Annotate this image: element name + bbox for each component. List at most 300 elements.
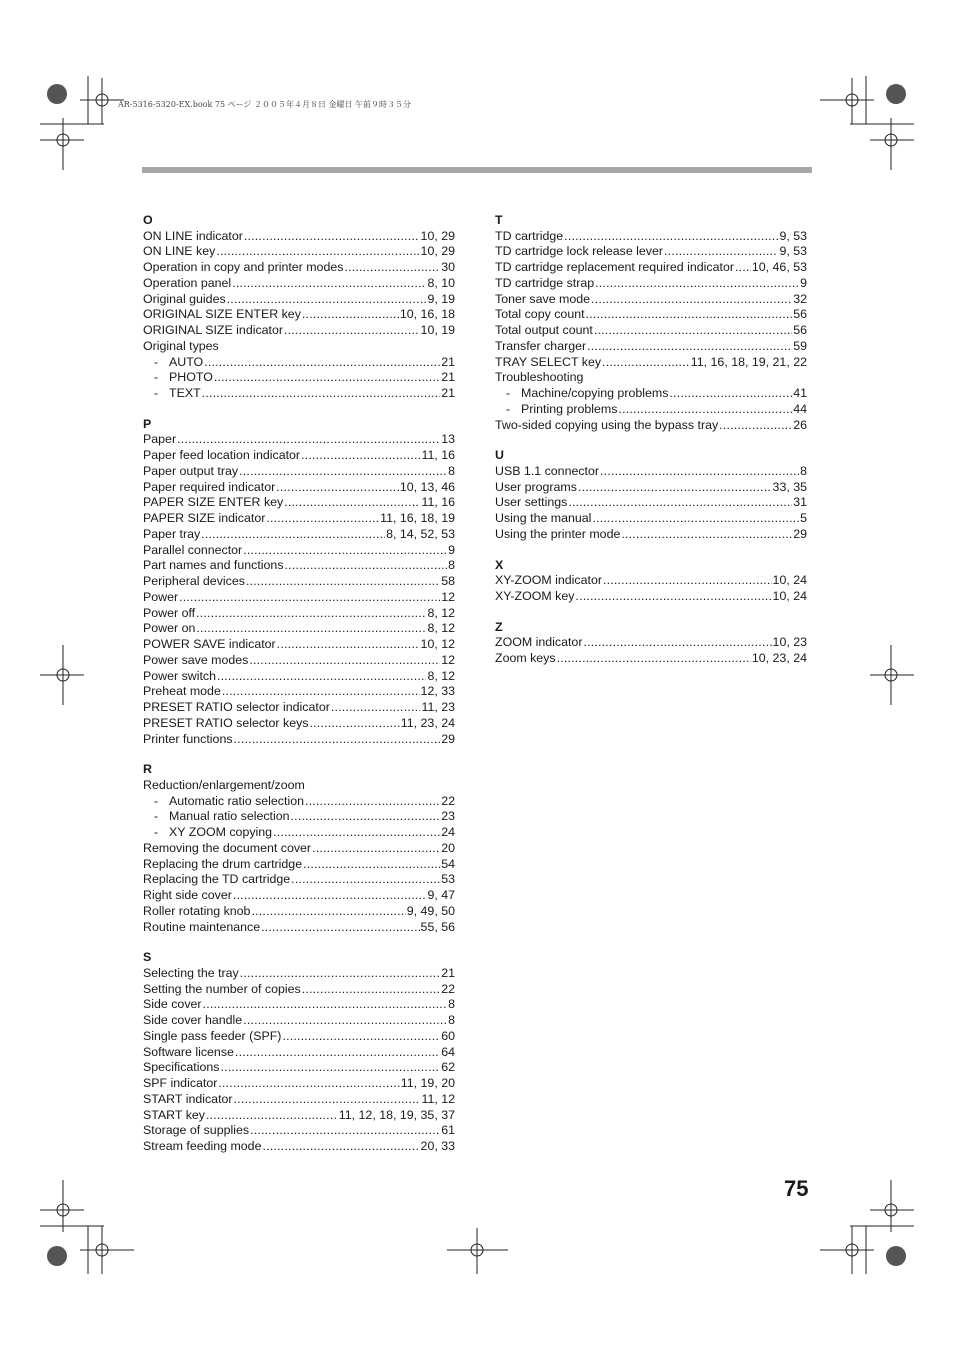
entry-text: ORIGINAL SIZE indicator (143, 323, 284, 337)
leader-dots (291, 809, 441, 825)
entry-pages: 23 (441, 809, 455, 824)
entry-label (143, 1108, 205, 1124)
index-entry (143, 669, 455, 685)
index-entry (495, 495, 807, 511)
entry-label (495, 464, 599, 480)
entry-text: Manual ratio selection (169, 809, 290, 824)
leader-dots (201, 527, 385, 543)
entry-pages: 11, 23 (421, 700, 455, 714)
entry-label (143, 669, 216, 685)
entry-text: USB 1.1 connector (495, 463, 600, 478)
index-entry (143, 323, 455, 339)
entry-text: Replacing the drum cartridge (143, 856, 303, 871)
leader-dots (595, 276, 799, 292)
entry-label (143, 495, 283, 511)
index-section-t (495, 212, 807, 433)
entry-text: User programs (495, 479, 577, 494)
index-entry (143, 778, 455, 794)
entry-label (143, 982, 301, 998)
index-entry (143, 1013, 455, 1029)
entry-text: Paper (143, 432, 177, 447)
index-entry (495, 651, 807, 667)
index-entry (143, 260, 455, 276)
entry-pages: 10, 19 (420, 323, 455, 337)
entry-text: Routine maintenance (143, 919, 261, 934)
entry-label (143, 857, 302, 873)
entry-pages: 10, 29 (420, 228, 455, 243)
entry-text: Total copy count (495, 307, 585, 322)
entry-text: Preheat mode (143, 684, 221, 699)
index-section-s (143, 949, 455, 1155)
entry-label (495, 323, 593, 339)
index-entry (143, 684, 455, 700)
leader-dots (664, 244, 778, 260)
entry-label (143, 1029, 281, 1045)
index-entry (143, 904, 455, 920)
leader-dots (312, 841, 440, 857)
index-entry (495, 527, 807, 543)
entry-label: - Machine/copying problems (506, 386, 669, 400)
entry-text: Peripheral devices (143, 574, 245, 588)
leader-dots (301, 448, 420, 464)
leader-dots (578, 480, 772, 496)
entry-pages: 58 (441, 574, 455, 588)
entry-pages: 8 (800, 463, 807, 478)
leader-dots (291, 872, 440, 888)
leader-dots (592, 511, 799, 527)
index-entry (143, 590, 455, 606)
index-section-x (495, 557, 807, 605)
entry-pages: 22 (441, 981, 455, 996)
index-entry (495, 307, 807, 323)
entry-label (495, 260, 734, 276)
leader-dots (202, 386, 441, 402)
entry-label (143, 1123, 249, 1139)
entry-text: PAPER SIZE indicator (143, 511, 266, 525)
index-entry (495, 355, 807, 371)
leader-dots (251, 904, 405, 920)
leader-dots (266, 511, 379, 527)
index-entry (143, 495, 455, 511)
entry-label (143, 732, 233, 748)
entry-pages: 56 (793, 323, 807, 337)
entry-text: Storage of supplies (143, 1123, 250, 1138)
entry-text: Power (143, 589, 179, 604)
entry-pages: 11, 12 (421, 1091, 455, 1106)
entry-text: Paper tray (143, 526, 201, 541)
leader-dots (285, 558, 448, 574)
entry-pages: 12 (441, 652, 455, 667)
index-entry (143, 966, 455, 982)
leader-dots (250, 1123, 440, 1139)
index-entry (495, 292, 807, 308)
entry-pages: 11, 19, 20 (400, 1076, 455, 1090)
entry-label (495, 527, 620, 543)
leader-dots (261, 920, 419, 936)
entry-text: Reduction/enlargement/zoom (143, 777, 305, 792)
index-entry (495, 402, 807, 418)
entry-text: Power on (143, 621, 196, 636)
leader-dots (277, 637, 420, 653)
entry-text: Specifications (143, 1060, 220, 1075)
entry-text: Stream feeding mode (143, 1139, 262, 1153)
entry-text: Power switch (143, 668, 216, 683)
entry-text: Using the manual (495, 511, 592, 525)
index-entry (143, 511, 455, 527)
entry-label (143, 339, 219, 355)
entry-label: - Printing problems (506, 401, 618, 416)
entry-label (143, 1092, 233, 1108)
entry-label (143, 464, 238, 480)
entry-text: Printer functions (143, 731, 233, 746)
entry-label: - Manual ratio selection (154, 809, 290, 824)
index-entry (143, 1060, 455, 1076)
leader-dots (735, 260, 751, 276)
index-entry (495, 511, 807, 527)
entry-pages: 11, 12, 18, 19, 35, 37 (338, 1107, 455, 1122)
entry-label (143, 716, 308, 732)
index-entry (495, 573, 807, 589)
entry-pages: 8, 10 (427, 275, 455, 290)
section-letter: X (495, 557, 504, 572)
leader-dots (239, 464, 447, 480)
leader-dots (603, 573, 772, 589)
entry-text: XY ZOOM copying (169, 825, 273, 839)
entry-pages: 8 (448, 558, 455, 573)
entry-text: Replacing the TD cartridge (143, 872, 291, 887)
entry-label (143, 621, 195, 637)
leader-dots (564, 229, 778, 245)
entry-pages: 44 (793, 401, 807, 416)
leader-dots (594, 323, 792, 339)
leader-dots (568, 495, 792, 511)
entry-pages: 22 (441, 793, 455, 808)
index-entry (143, 527, 455, 543)
leader-dots (179, 590, 440, 606)
entry-text: PRESET RATIO selector keys (143, 715, 309, 730)
entry-text: ORIGINAL SIZE ENTER key (143, 307, 301, 322)
entry-text: START key (143, 1107, 205, 1122)
index-section-u (495, 447, 807, 542)
leader-dots (309, 716, 399, 732)
entry-label (143, 904, 250, 920)
index-column-right (495, 212, 807, 681)
entry-label (143, 276, 231, 292)
leader-dots (305, 794, 440, 810)
entry-label: - AUTO (154, 354, 204, 369)
index-entry (143, 339, 455, 355)
entry-pages: 56 (793, 307, 807, 322)
entry-text: SPF indicator (143, 1076, 218, 1090)
entry-label (143, 872, 290, 888)
leader-dots (618, 402, 792, 418)
index-entry (495, 229, 807, 245)
entry-label (143, 1060, 219, 1076)
leader-dots (602, 355, 690, 371)
entry-pages: 10, 23, 24 (751, 650, 807, 665)
entry-text: START indicator (143, 1091, 233, 1106)
index-entry (143, 1076, 455, 1092)
entry-pages: 12, 33 (420, 684, 455, 699)
index-entry (143, 841, 455, 857)
index-entry (143, 794, 455, 810)
leader-dots (234, 732, 441, 748)
index-entry (143, 574, 455, 590)
entry-text: TEXT (169, 386, 201, 400)
entry-text: Toner save mode (495, 291, 591, 306)
entry-label (143, 244, 215, 260)
entry-label (143, 432, 176, 448)
entry-pages: 33, 35 (772, 479, 807, 494)
entry-label (143, 920, 260, 936)
entry-pages: 10, 24 (772, 573, 807, 587)
entry-pages: 21 (441, 386, 455, 400)
index-entry (143, 809, 455, 825)
entry-text: Removing the document cover (143, 840, 312, 855)
leader-dots (303, 857, 440, 873)
entry-text: Power save modes (143, 652, 249, 667)
entry-label (143, 778, 305, 794)
entry-pages: 62 (441, 1060, 455, 1075)
entry-text: ON LINE key (143, 244, 216, 259)
leader-dots (583, 635, 771, 651)
index-section-o (143, 212, 455, 402)
entry-text: TD cartridge strap (495, 275, 595, 290)
index-entry (495, 418, 807, 434)
index-entry (143, 700, 455, 716)
entry-pages: 54 (441, 856, 455, 871)
entry-text: Power off (143, 605, 196, 620)
leader-dots (243, 543, 447, 559)
index-entry (143, 825, 455, 841)
index-section-p (143, 416, 455, 748)
leader-dots (243, 1013, 447, 1029)
index-entry (143, 448, 455, 464)
entry-pages: 11, 16 (421, 448, 455, 462)
entry-pages: 8 (448, 463, 455, 478)
index-entry (143, 1123, 455, 1139)
leader-dots (216, 244, 419, 260)
entry-label (143, 229, 243, 245)
entry-pages: 8, 12 (427, 605, 455, 620)
entry-pages: 26 (793, 417, 807, 432)
entry-text: AUTO (169, 354, 204, 369)
entry-text: XY-ZOOM key (495, 588, 575, 603)
entry-label (495, 307, 585, 323)
entry-label (143, 684, 221, 700)
entry-label (143, 653, 248, 669)
leader-dots (586, 307, 793, 323)
leader-dots (233, 888, 427, 904)
section-letter: U (495, 448, 504, 463)
entry-text: Side cover (143, 997, 202, 1012)
index-entry (143, 276, 455, 292)
index-entry (143, 872, 455, 888)
leader-dots (203, 997, 448, 1013)
page-number: 75 (784, 1176, 809, 1201)
index-entry (143, 464, 455, 480)
leader-dots (284, 323, 420, 339)
entry-label (143, 448, 300, 464)
entry-text: Software license (143, 1044, 234, 1059)
entry-text: Paper required indicator (143, 479, 276, 494)
entry-text: Total output count (495, 323, 593, 337)
entry-pages: 11, 23, 24 (400, 715, 455, 730)
index-entry (143, 292, 455, 308)
leader-dots (196, 621, 426, 637)
leader-dots (600, 464, 799, 480)
leader-dots (587, 339, 792, 355)
leader-dots (331, 700, 421, 716)
leader-dots (276, 480, 399, 496)
entry-label (495, 635, 582, 651)
entry-label (143, 1139, 261, 1155)
print-header: AR-5316-5320-EX.book 75 ページ ２００５年４月８日 金曜日 午前９時３５分 (118, 100, 412, 109)
entry-label (143, 1045, 234, 1061)
index-entry (143, 370, 455, 386)
entry-text: PAPER SIZE ENTER key (143, 495, 284, 510)
entry-text: XY-ZOOM indicator (495, 573, 602, 587)
entry-text: Paper output tray (143, 463, 239, 478)
index-entry (495, 635, 807, 651)
section-letter: O (143, 213, 153, 227)
entry-pages: 29 (793, 526, 807, 541)
entry-label (495, 418, 718, 434)
entry-label: - XY ZOOM copying (154, 825, 273, 839)
entry-text: PHOTO (169, 370, 213, 385)
entry-text: Selecting the tray (143, 965, 239, 980)
entry-label (495, 589, 574, 605)
leader-dots (227, 292, 427, 308)
entry-label (143, 637, 276, 653)
entry-text: Original guides (143, 291, 226, 306)
index-entry (495, 323, 807, 339)
entry-text: TD cartridge (495, 228, 564, 243)
index-entry (143, 1108, 455, 1124)
entry-text: Paper feed location indicator (143, 448, 301, 462)
entry-label (143, 511, 265, 527)
entry-text: Parallel connector (143, 542, 243, 557)
index-entry (495, 370, 807, 386)
leader-dots (557, 651, 751, 667)
entry-pages: 5 (800, 511, 807, 525)
entry-text: PRESET RATIO selector indicator (143, 700, 330, 714)
entry-text: Right side cover (143, 888, 232, 902)
index-entry (143, 543, 455, 559)
leader-dots (235, 1045, 440, 1061)
entry-pages: 9 (448, 542, 455, 557)
entry-pages: 31 (793, 495, 807, 510)
entry-pages: 9, 53 (779, 244, 807, 259)
leader-dots (591, 292, 792, 308)
entry-text: Machine/copying problems (521, 386, 669, 400)
entry-label (143, 543, 242, 559)
entry-label (495, 370, 583, 386)
index-entry (143, 997, 455, 1013)
entry-pages: 8, 12 (427, 668, 455, 683)
entry-label (495, 651, 556, 667)
entry-pages: 10, 46, 53 (751, 260, 807, 274)
leader-dots (177, 432, 440, 448)
entry-text: Side cover handle (143, 1013, 243, 1027)
entry-text: Single pass feeder (SPF) (143, 1028, 282, 1043)
entry-pages: 12 (441, 589, 455, 604)
leader-dots (220, 1060, 440, 1076)
entry-pages: 8, 12 (427, 621, 455, 636)
entry-pages: 59 (793, 338, 807, 353)
index-column-left (143, 212, 455, 1169)
entry-pages: 10, 12 (420, 637, 455, 651)
index-entry (143, 653, 455, 669)
entry-pages: 10, 13, 46 (399, 479, 455, 494)
entry-pages: 9, 53 (779, 228, 807, 243)
entry-label (143, 966, 239, 982)
entry-label (495, 355, 601, 371)
entry-label (495, 244, 663, 260)
leader-dots (249, 653, 440, 669)
entry-label: - TEXT (154, 386, 201, 400)
entry-pages: 55, 56 (420, 919, 455, 934)
index-entry (143, 888, 455, 904)
entry-text: Troubleshooting (495, 370, 584, 385)
entry-pages: 61 (441, 1123, 455, 1138)
entry-pages: 10, 29 (420, 244, 455, 259)
index-entry (495, 589, 807, 605)
leader-dots (222, 684, 420, 700)
entry-label (143, 590, 178, 606)
entry-pages: 10, 16, 18 (399, 307, 455, 322)
entry-label (143, 323, 283, 339)
entry-pages: 20 (441, 840, 455, 855)
entry-label (143, 1076, 217, 1092)
leader-dots (621, 527, 792, 543)
entry-text: Setting the number of copies (143, 981, 301, 996)
entry-label (143, 606, 195, 622)
entry-pages: 9 (800, 275, 807, 290)
entry-pages: 11, 16 (421, 495, 455, 510)
leader-dots (206, 1108, 338, 1124)
entry-text: Part names and functions (143, 558, 284, 573)
section-letter: R (143, 762, 152, 777)
leader-dots (344, 260, 440, 276)
entry-pages: 60 (441, 1028, 455, 1043)
entry-text: Operation in copy and printer modes (143, 260, 344, 274)
entry-label (143, 480, 275, 496)
entry-text: Transfer charger (495, 338, 587, 353)
leader-dots (214, 370, 440, 386)
entry-text: Roller rotating knob (143, 903, 251, 918)
entry-text: Operation panel (143, 275, 232, 290)
index-entry (143, 229, 455, 245)
entry-label (143, 997, 202, 1013)
leader-dots (282, 1029, 440, 1045)
index-entry (143, 244, 455, 260)
entry-label: - Automatic ratio selection (154, 793, 304, 808)
index-entry (143, 307, 455, 323)
entry-text: TRAY SELECT key (495, 354, 602, 369)
index-entry (495, 386, 807, 402)
entry-label (495, 480, 577, 496)
entry-label (143, 841, 311, 857)
leader-dots (217, 669, 426, 685)
entry-label (143, 574, 245, 590)
index-entry (143, 558, 455, 574)
entry-pages: 11, 16, 18, 19 (380, 511, 455, 525)
entry-label (495, 339, 586, 355)
index-entry (143, 1045, 455, 1061)
entry-pages: 13 (441, 432, 455, 447)
entry-label (143, 260, 343, 276)
